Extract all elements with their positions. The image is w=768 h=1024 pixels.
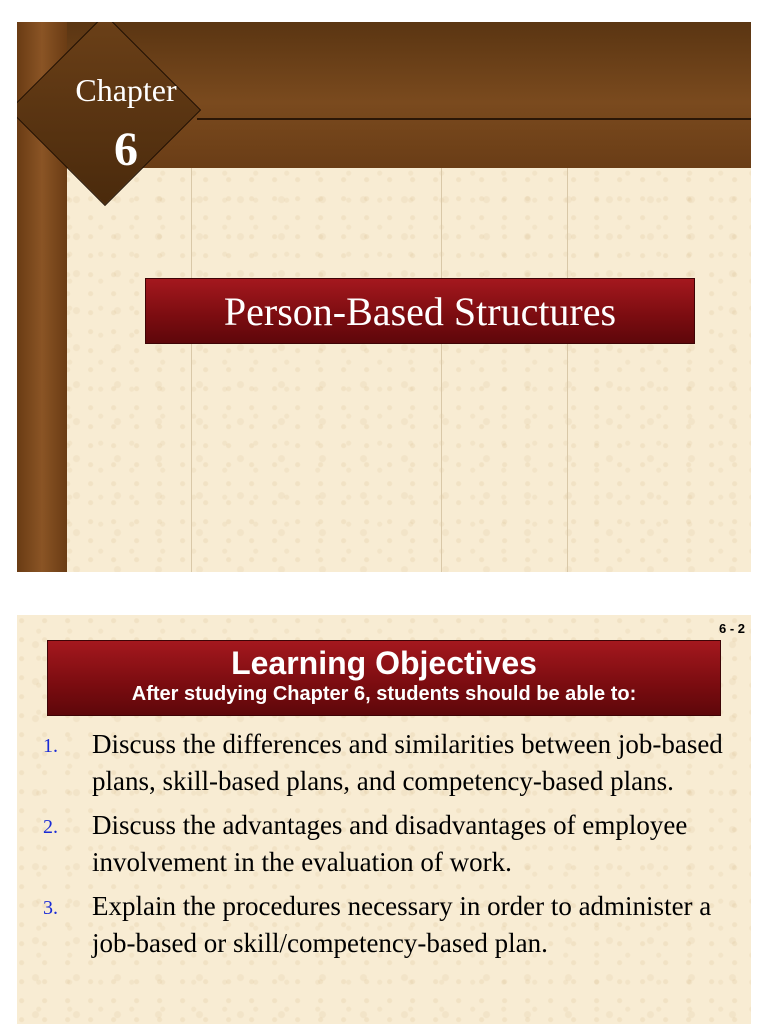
slide-learning-objectives [17,615,751,1024]
chapter-label: Chapter [75,72,177,108]
list-item [17,888,751,961]
list-item-number: 1. [43,735,58,757]
grid-line [191,168,192,572]
page-number: 6 - 2 [718,621,745,636]
list-item [17,807,751,880]
list-item-number: 2. [43,816,58,838]
grid-line [567,168,568,572]
grid-line [441,168,442,572]
list-item-text: Discuss the advantages and disadvantages of employee involvement in the evaluation of work. [92,810,688,877]
list-item [17,726,751,799]
objectives-subheading: After studying Chapter 6, students should be able to: [131,683,637,705]
objectives-heading: Learning Objectives [231,645,537,681]
list-item-text: Explain the procedures necessary in order to administer a job-based or skill/competency-based plan. [92,891,712,958]
slide-title-text: Person-Based Structures [223,288,617,334]
list-item-number: 3. [43,897,58,919]
objectives-list [17,726,751,969]
list-item-text: Discuss the differences and similarities between job-based plans, skill-based plans, and competency-based plans. [92,729,723,796]
slide-title-banner [145,278,695,344]
slide-title [17,22,751,572]
objectives-banner [47,640,721,716]
chapter-number: 6 [114,123,138,176]
top-frame-divider [197,118,751,120]
